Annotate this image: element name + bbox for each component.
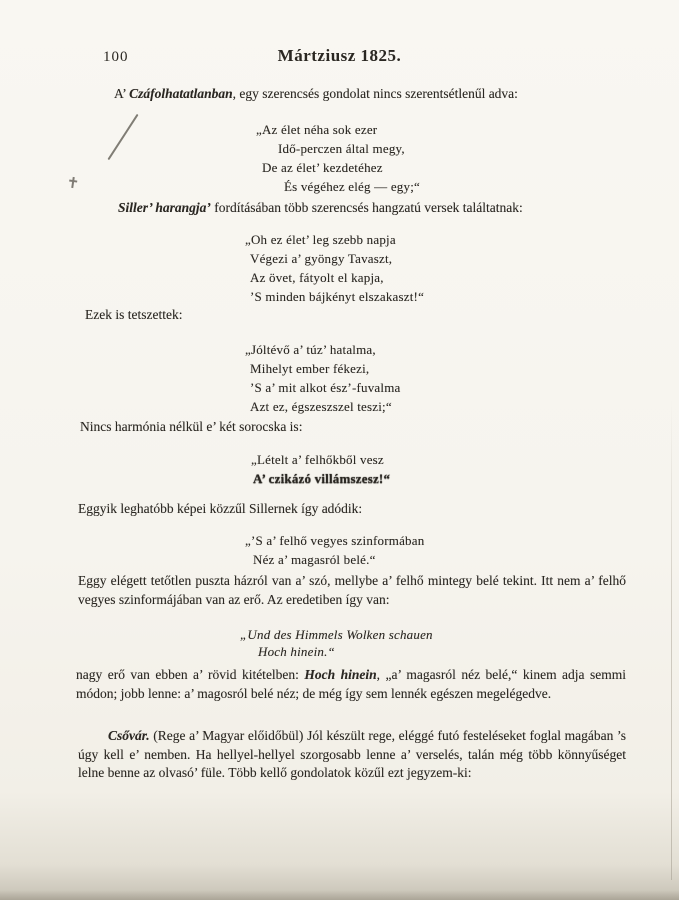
verse-line: És végéhez elég — egy;“ <box>284 179 420 194</box>
journal-issue-title: Mártziusz 1825. <box>277 46 402 65</box>
page-edge-shadow-right <box>671 400 672 880</box>
verse-line: „Lételt a’ felhőkből vesz <box>251 452 384 467</box>
handwritten-slash-mark <box>107 114 138 160</box>
page-edge-shadow-bottom <box>0 890 679 900</box>
verse-line: Hoch hinein.“ <box>258 644 335 659</box>
margin-ink-mark <box>71 177 75 188</box>
p3-text: Ezek is tetszettek: <box>85 307 183 322</box>
verse-line: „Az élet néha sok ezer <box>256 122 378 137</box>
paragraph-siller-harangja <box>80 199 626 218</box>
verse-line: Idő-perczen által megy, <box>278 141 405 156</box>
verse-line: Mihelyt ember fékezi, <box>250 361 370 376</box>
verse-line-smudged: A’ czikázó villámszesz!“ <box>253 471 391 486</box>
paragraph-czafolhatatlanban <box>80 85 626 104</box>
verse-line: „Oh ez élet’ leg szebb napja <box>245 232 396 247</box>
verse-line: Végezi a’ gyöngy Tavaszt, <box>250 251 393 266</box>
verse-line: Az övet, fátyolt el kapja, <box>250 270 384 285</box>
p4-text: Nincs harmónia nélkül e’ két sorocska is: <box>80 419 303 434</box>
p8-work-title: Csővár. <box>108 728 150 743</box>
p5-text: Eggyik leghatóbb képei közzűl Sillernek így adódik: <box>78 501 363 516</box>
page-number: 100 <box>103 49 129 65</box>
verse-und-des-himmels <box>240 626 433 660</box>
verse-az-elet <box>256 120 420 196</box>
p7-lead-text: nagy erő van ebben a’ rövid kitételben: <box>76 667 305 682</box>
p2-rest-text: fordításában több szerencsés hangzatú versek találtatnak: <box>210 200 523 215</box>
paragraph-eggyik-leghatobb <box>78 500 626 519</box>
p7-rest-text: , „a’ magasról néz belé,“ kinem adja semmi módon; jobb lenne: a’ magosról belé néz; de még így sem lennék egészen megelégedve. <box>76 667 626 701</box>
verse-line: De az élet’ kezdetéhez <box>262 160 383 175</box>
verse-line: Azt ez, égszeszszel teszi;“ <box>250 399 392 414</box>
paragraph-eggy-elegett <box>78 572 626 609</box>
verse-line: „Jóltévő a’ túz’ hatalma, <box>245 342 376 357</box>
p8-rest-text: (Rege a’ Magyar előidőbül) Jól készült rege, eléggé futó festeléseket foglal magában ’s úgy kell e’ nemben. Ha hellyel-hellyel szorgosabb lenne a’ verselés, talán még több könnyűséget lelne benne az olvasó’ füle. Több kellő gondolatok közűl ezt jegyzem-ki: <box>78 728 626 780</box>
verse-line: „Und des Himmels Wolken schauen <box>240 627 433 642</box>
p1-lead-text: A’ <box>114 86 130 101</box>
p1-rest-text: , egy szerencsés gondolat nincs szerentsétlenűl adva: <box>232 86 518 101</box>
verse-line: Néz a’ magasról belé.“ <box>253 552 376 567</box>
paragraph-csovar <box>78 727 626 783</box>
verse-s-a-felho <box>245 531 424 569</box>
paragraph-nincs-harmonia <box>80 418 626 437</box>
verse-line: ’S minden bájkényt elszakaszt!“ <box>250 289 425 304</box>
p6-text: Eggy elégett tetőtlen puszta házról van a’ szó, mellybe a’ felhő mintegy belé tekint. Itt nem a’ felhő vegyes szinformájában van az erő. Az eredetiben így van: <box>78 573 626 607</box>
p1-work-title: Czáfolhatatlanban <box>129 86 233 101</box>
verse-line: „’S a’ felhő vegyes szinformában <box>245 533 425 548</box>
paragraph-ezek-is <box>85 306 626 325</box>
verse-oh-ez-elet <box>245 230 424 306</box>
verse-letelt <box>251 450 390 488</box>
verse-line: ’S a’ mit alkot ész’-fuvalma <box>250 380 401 395</box>
paragraph-nagy-ero <box>76 666 626 703</box>
verse-joltevo <box>245 340 400 416</box>
p7-phrase-emph: Hoch hinein <box>304 667 377 682</box>
p2-work-title: Siller’ harangja’ <box>118 200 211 215</box>
